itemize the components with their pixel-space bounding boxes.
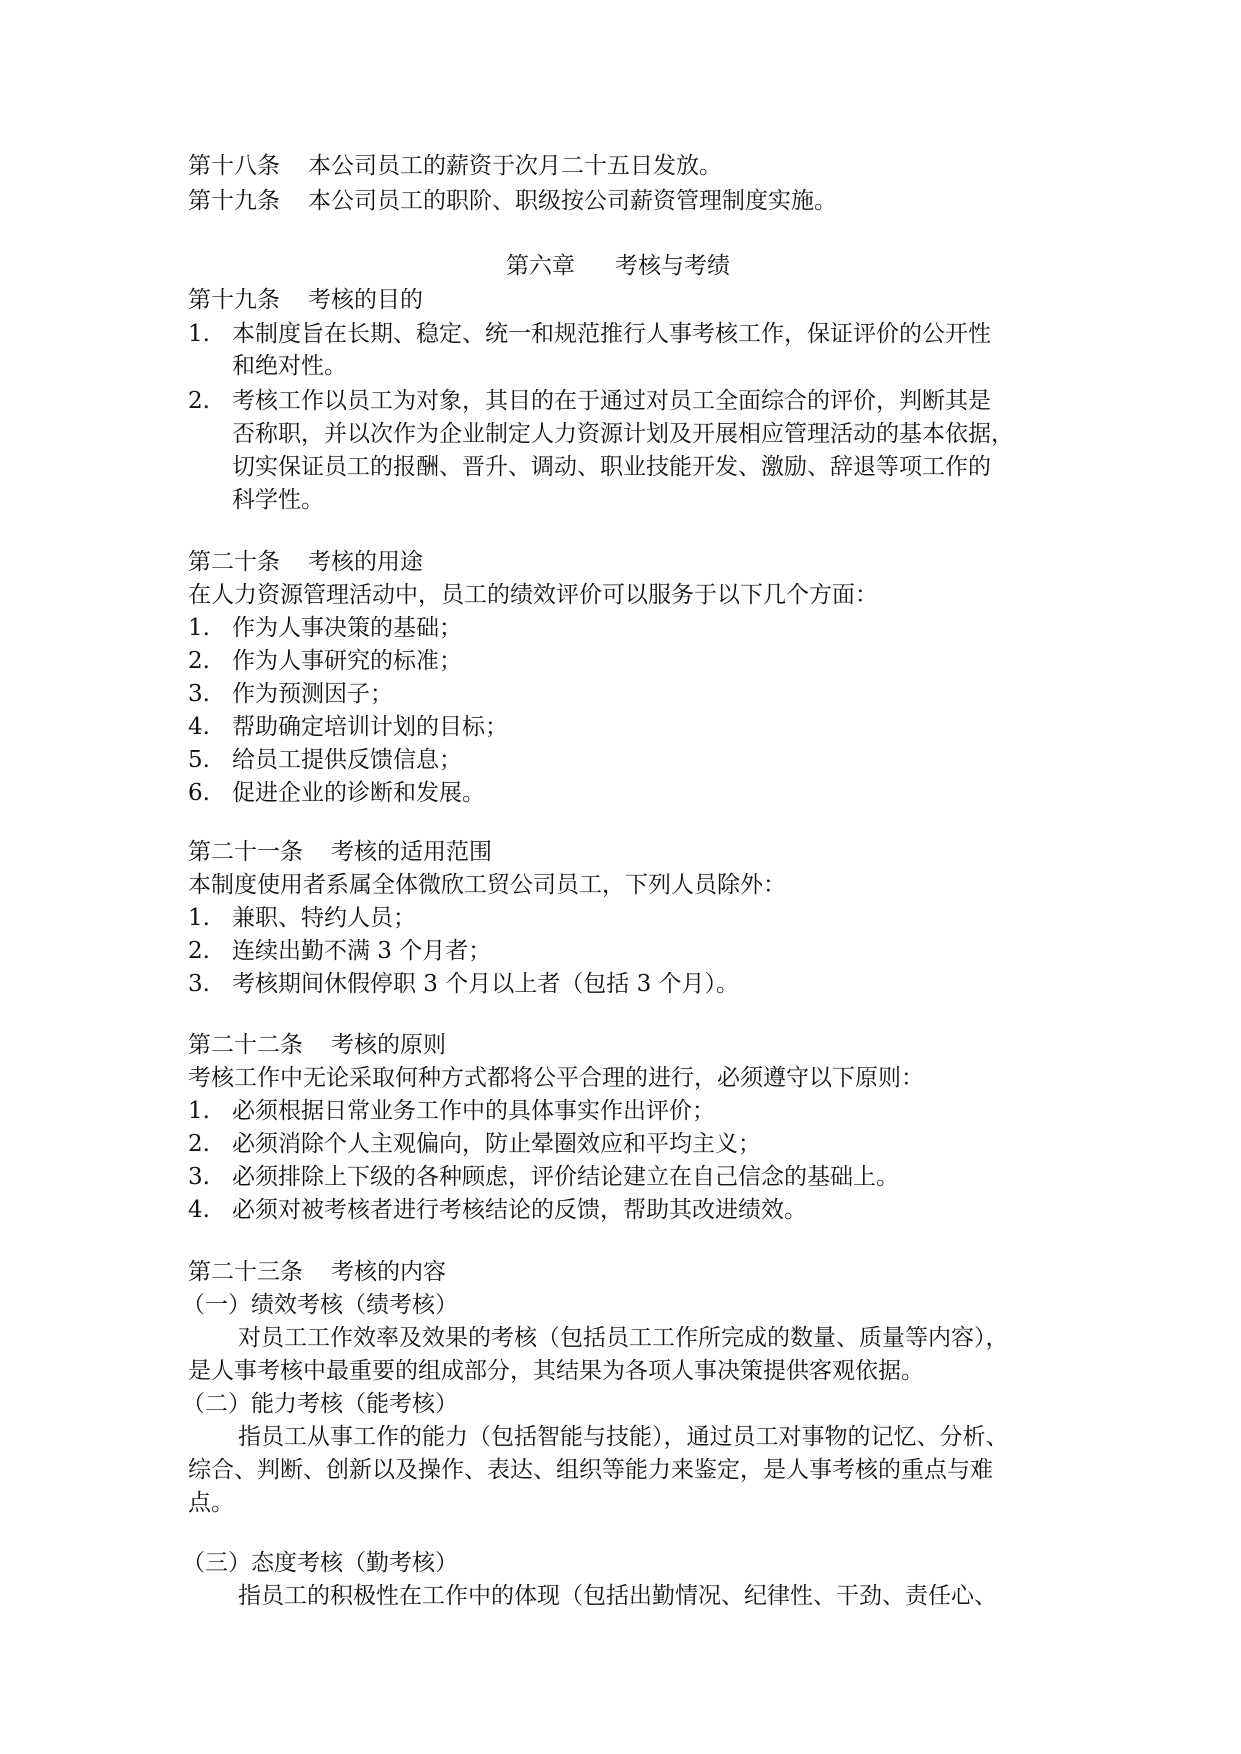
list-item-text: 兼职、特约人员；: [232, 905, 416, 931]
list-item-text: 作为人事研究的标准；: [232, 648, 462, 674]
list-item-text: 科学性。: [232, 487, 324, 513]
list-item-text: 帮助确定培训计划的目标；: [232, 714, 508, 740]
article-number: 第十八条: [188, 153, 280, 179]
list-item-text: 作为人事决策的基础；: [232, 615, 462, 641]
list-number: 1.: [188, 615, 210, 641]
list-number: 3.: [188, 1164, 210, 1190]
article-number: 第二十二条: [188, 1032, 303, 1058]
list-number: 2.: [188, 648, 210, 674]
article-23-heading: [188, 1256, 446, 1288]
section-heading: （三）态度考核（勤考核）: [182, 1550, 458, 1576]
chapter-title: 考核与考绩: [615, 253, 730, 279]
list-number: 3.: [188, 971, 210, 997]
list-item-text: 必须排除上下级的各种顾虑，评价结论建立在自己信念的基础上。: [232, 1164, 899, 1190]
article-title: 考核的目的: [308, 287, 423, 313]
chapter-number: 第六章: [506, 253, 575, 279]
article-number: 第二十三条: [188, 1259, 303, 1285]
article-title: 考核的适用范围: [331, 839, 492, 865]
article-number: 第十九条: [188, 287, 280, 313]
article-number: 第二十一条: [188, 839, 303, 865]
list-item-text: 必须消除个人主观偏向，防止晕圈效应和平均主义；: [232, 1131, 761, 1157]
chapter-heading: [506, 250, 730, 282]
paragraph-line: 点。: [188, 1490, 234, 1516]
list-number: 2.: [188, 388, 210, 414]
list-item-text: 给员工提供反馈信息；: [232, 747, 462, 773]
article-title: 考核的原则: [331, 1032, 446, 1058]
list-item-text: 本制度旨在长期、稳定、统一和规范推行人事考核工作，保证评价的公开性: [232, 321, 991, 347]
article-text: 本公司员工的薪资于次月二十五日发放。: [308, 153, 722, 179]
paragraph-line: 指员工从事工作的能力（包括智能与技能），通过员工对事物的记忆、分析、: [238, 1424, 1009, 1450]
article-number: 第二十条: [188, 549, 280, 575]
paragraph-line: 是人事考核中最重要的组成部分，其结果为各项人事决策提供客观依据。: [188, 1358, 924, 1384]
list-item-text: 必须根据日常业务工作中的具体事实作出评价；: [232, 1098, 715, 1124]
list-item-text: 考核工作以员工为对象，其目的在于通过对员工全面综合的评价，判断其是: [232, 388, 991, 414]
article-20-heading: [188, 546, 423, 578]
list-number: 5.: [188, 747, 210, 773]
paragraph-line: 综合、判断、创新以及操作、表达、组织等能力来鉴定，是人事考核的重点与难: [188, 1457, 993, 1483]
section-heading: （一）绩效考核（绩考核）: [182, 1292, 458, 1318]
list-number: 1.: [188, 905, 210, 931]
list-number: 2.: [188, 1131, 210, 1157]
list-number: 3.: [188, 681, 210, 707]
list-number: 6.: [188, 780, 210, 806]
paragraph-line: 对员工工作效率及效果的考核（包括员工工作所完成的数量、质量等内容），: [238, 1325, 1009, 1351]
article-21-heading: [188, 836, 492, 868]
article-title: 考核的用途: [308, 549, 423, 575]
article-text: 本公司员工的职阶、职级按公司薪资管理制度实施。: [308, 188, 837, 214]
list-item-text: 否称职，并以次作为企业制定人力资源计划及开展相应管理活动的基本依据，: [232, 421, 1014, 447]
section-heading: （二）能力考核（能考核）: [182, 1391, 458, 1417]
article-intro: 本制度使用者系属全体微欣工贸公司员工，下列人员除外：: [188, 872, 786, 898]
article-22-heading: [188, 1029, 446, 1061]
list-item-text: 考核期间休假停职 3 个月以上者（包括 3 个月）。: [232, 971, 740, 997]
list-item-text: 和绝对性。: [232, 353, 347, 379]
article-18: [188, 150, 722, 182]
list-number: 4.: [188, 1197, 210, 1223]
list-number: 2.: [188, 938, 210, 964]
list-item-text: 切实保证员工的报酬、晋升、调动、职业技能开发、激励、辞退等项工作的: [232, 454, 991, 480]
list-number: 1.: [188, 321, 210, 347]
list-item-text: 必须对被考核者进行考核结论的反馈，帮助其改进绩效。: [232, 1197, 807, 1223]
paragraph-line: 指员工的积极性在工作中的体现（包括出勤情况、纪律性、干劲、责任心、: [238, 1583, 997, 1609]
list-number: 4.: [188, 714, 210, 740]
article-intro: 考核工作中无论采取何种方式都将公平合理的进行，必须遵守以下原则：: [188, 1065, 924, 1091]
article-number: 第十九条: [188, 188, 280, 214]
article-19a: [188, 185, 837, 217]
article-title: 考核的内容: [331, 1259, 446, 1285]
list-item-text: 促进企业的诊断和发展。: [232, 780, 485, 806]
article-19b-heading: [188, 284, 423, 316]
list-item-text: 作为预测因子；: [232, 681, 393, 707]
article-intro: 在人力资源管理活动中，员工的绩效评价可以服务于以下几个方面：: [188, 582, 878, 608]
list-number: 1.: [188, 1098, 210, 1124]
list-item-text: 连续出勤不满 3 个月者；: [232, 938, 492, 964]
